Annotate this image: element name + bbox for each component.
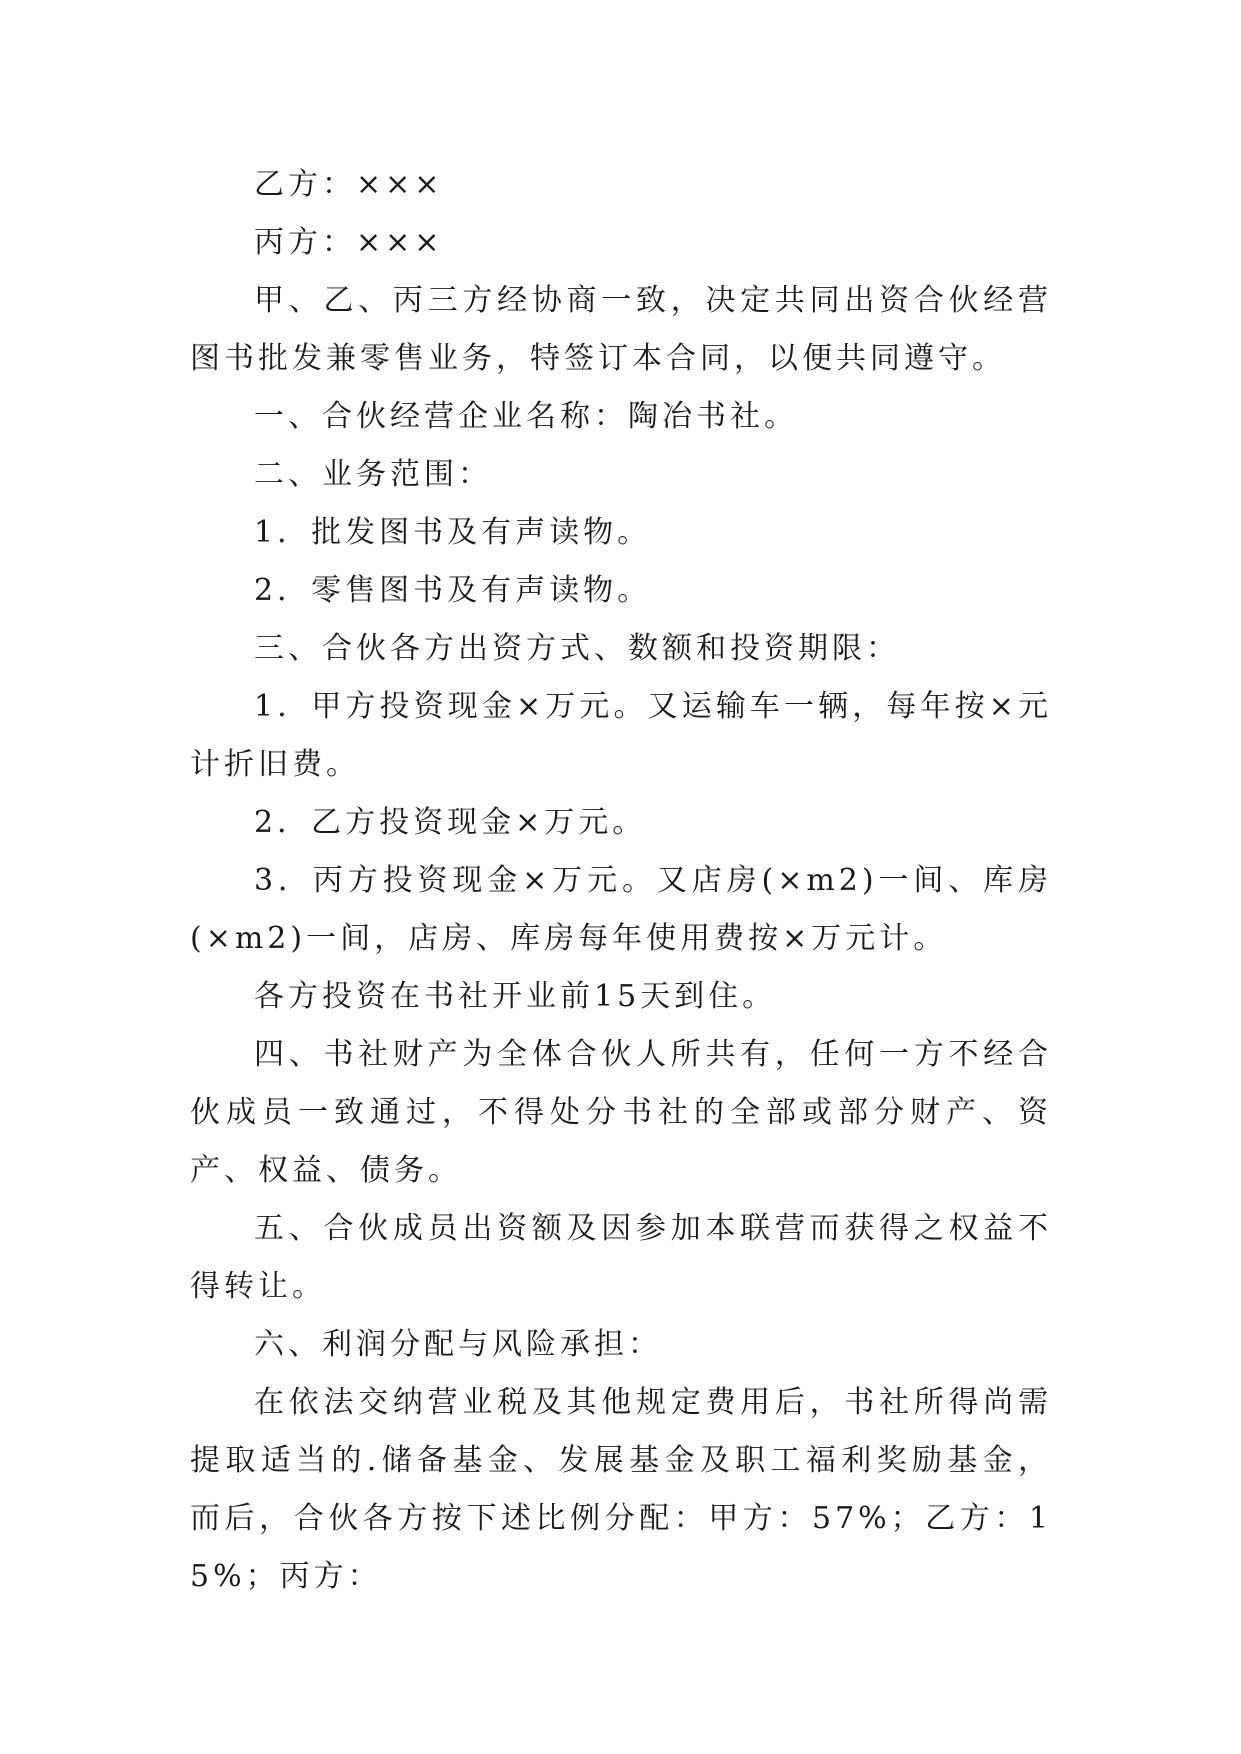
preamble-paragraph: 甲、乙、丙三方经协商一致，决定共同出资合伙经营图书批发兼零售业务，特签订本合同，以便共同遵守。: [190, 283, 1052, 376]
investment-item-1: 1．甲方投资现金×万元。又运输车一辆，每年按×元计折旧费。: [190, 689, 1052, 782]
profit-distribution-paragraph: 在依法交纳营业税及其他规定费用后，书社所得尚需提取适当的.储备基金、发展基金及职工福利奖励基金，而后，合伙各方按下述比例分配：甲方：57%；乙方：15%；丙方：: [190, 1385, 1052, 1594]
clause-4-property: 四、书社财产为全体合伙人所共有，任何一方不经合伙成员一致通过，不得处分书社的全部或部分财产、资产、权益、债务。: [190, 1037, 1052, 1188]
clause-1-company-name: 一、合伙经营企业名称：陶冶书社。: [254, 399, 798, 434]
scope-item-1: 1．批发图书及有声读物。: [254, 515, 652, 550]
clause-3-investment: 三、合伙各方出资方式、数额和投资期限：: [254, 631, 900, 666]
party-b-line: 乙方：×××: [254, 167, 444, 202]
clause-2-business-scope: 二、业务范围：: [254, 457, 492, 492]
clause-6-profit-risk: 六、利润分配与风险承担：: [254, 1327, 662, 1362]
scope-item-2: 2．零售图书及有声读物。: [254, 573, 652, 608]
investment-item-3: 3．丙方投资现金×万元。又店房(×m2)一间、库房(×m2)一间，店房、库房每年使用费按×万元计。: [190, 863, 1052, 956]
clause-5-transfer: 五、合伙成员出资额及因参加本联营而获得之权益不得转让。: [190, 1211, 1052, 1304]
party-c-line: 丙方：×××: [254, 225, 444, 260]
investment-item-2: 2．乙方投资现金×万元。: [254, 805, 647, 840]
investment-deadline: 各方投资在书社开业前15天到住。: [254, 979, 777, 1014]
document-body: [190, 156, 1052, 1606]
